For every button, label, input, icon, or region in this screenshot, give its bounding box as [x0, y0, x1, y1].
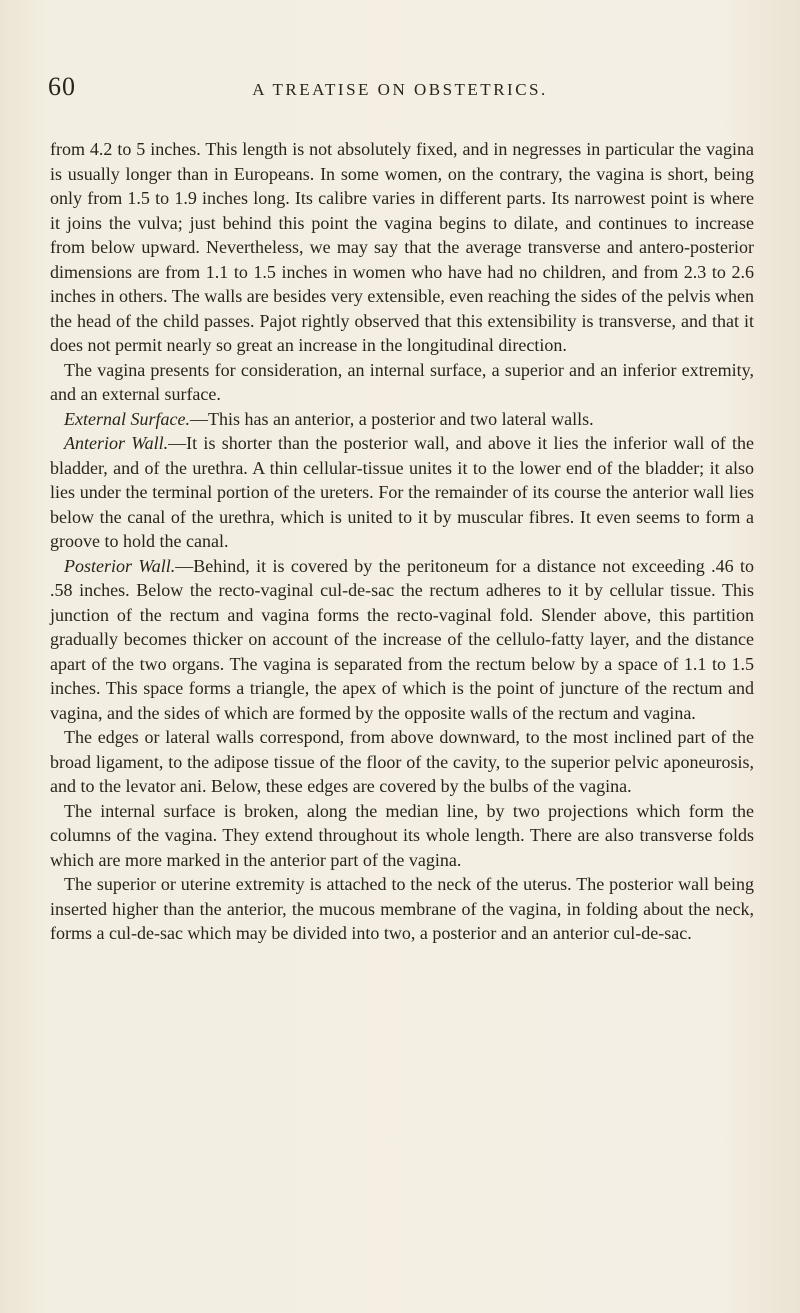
running-title: A TREATISE ON OBSTETRICS. — [252, 80, 548, 99]
section-heading: Anterior Wall. — [64, 433, 169, 453]
paragraph — [50, 358, 754, 407]
paragraph-continuation — [50, 137, 754, 358]
paragraph-anterior-wall — [50, 431, 754, 554]
paragraph-text: The vagina presents for consideration, an internal surface, a superior and an inferior extremity, and an external surface. — [50, 359, 754, 404]
paragraph — [50, 799, 754, 873]
paragraph-text: The edges or lateral walls correspond, from above downward, to the most inclined part of the broad ligament, to the adipose tissue of the floor of the cavity, to the superior pelvic aponeurosis, and to the levator ani. Below, these edges are covered by the bulbs of the vagina. — [50, 727, 754, 796]
section-heading: External Surface. — [64, 408, 190, 429]
paragraph-external-surface — [50, 407, 754, 432]
paragraph — [50, 725, 754, 799]
paragraph-text: The internal surface is broken, along the median line, by two projections which form the columns of the vagina. They extend throughout its whole length. There are also transverse folds which are more marked in the anterior part of the vagina. — [50, 800, 754, 870]
paragraph — [50, 872, 754, 946]
paragraph-posterior-wall — [50, 554, 754, 726]
section-heading: Posterior Wall. — [64, 555, 176, 576]
running-head — [48, 72, 752, 112]
page-number: 60 — [48, 72, 76, 101]
paragraph-text: from 4.2 to 5 inches. This length is not absolutely fixed, and in negresses in particular the vagina is usually longer than in Europeans. In some women, on the contrary, the vagina is short, being only from 1.5 to 1.9 inches long. Its calibre varies in different parts. Its narrowest point is where it joins the vulva; just behind this point the vagina begins to dilate, and continues to increase from below upward. Nevertheless, we may say that the average transverse and antero-posterior dimensions are from 1.1 to 1.5 inches in women who have had no children, and from 2.3 to 2.6 inches in others. The walls are besides very extensible, even reaching the sides of the pelvis when the head of the child passes. Pajot rightly observed that this extensibility is transverse, and that it does not permit nearly so great an increase in the longitudinal direction. — [50, 139, 754, 355]
body-text — [50, 137, 754, 946]
paragraph-text: The superior or uterine extremity is attached to the neck of the uterus. The posterior wall being inserted higher than the anterior, the mucous membrane of the vagina, in folding about the neck, forms a cul-de-sac which may be divided into two, a posterior and an anterior cul-de-sac. — [50, 874, 754, 943]
paragraph-text: —It is shorter than the posterior wall, and above it lies the inferior wall of the bladder, and of the urethra. A thin cellular-tissue unites it to the lower end of the bladder; it also lies under the terminal portion of the ureters. For the remainder of its course the anterior wall lies below the canal of the urethra, which is united to it by muscular fibres. It even seems to form a groove to hold the canal. — [50, 433, 754, 551]
paragraph-text: —This has an anterior, a posterior and two lateral walls. — [189, 408, 594, 429]
paragraph-text: —Behind, it is covered by the peritoneum for a distance not exceeding .46 to .58 inches. Below the recto-vaginal cul-de-sac the rectum adheres to it by cellular tissue. This junction of the rectum and vagina forms the recto-vaginal fold. Slender above, this partition gradually becomes thicker on account of the increase of the cellulo-fatty layer, and the distance apart of the two organs. The vagina is separated from the rectum below by a space of 1.1 to 1.5 inches. This space forms a triangle, the apex of which is the point of juncture of the rectum and vagina, and the sides of which are formed by the opposite walls of the rectum and vagina. — [50, 555, 754, 723]
